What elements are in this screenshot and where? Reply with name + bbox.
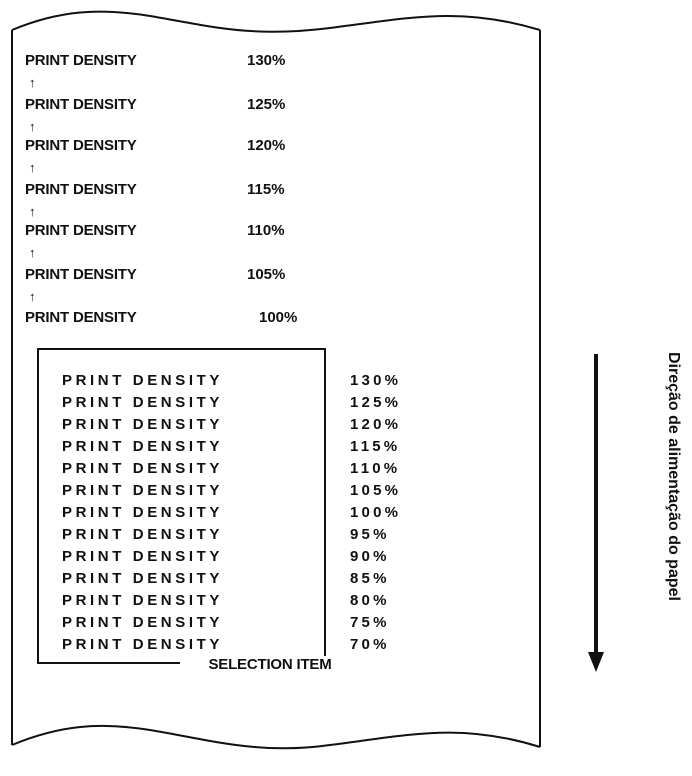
density-label: PRINT DENSITY — [25, 96, 137, 113]
density-value: 100% — [350, 504, 402, 521]
feed-direction-label: Direção de alimentação do papel — [665, 352, 682, 601]
up-arrow-icon: ↑ — [29, 160, 36, 175]
density-label: PRINT DENSITY — [62, 614, 223, 631]
density-value: 100% — [259, 309, 298, 326]
density-value: 115% — [247, 181, 285, 198]
density-value: 120% — [247, 137, 286, 154]
up-arrow-icon: ↑ — [29, 289, 36, 304]
density-label: PRINT DENSITY — [62, 504, 223, 521]
density-label: PRINT DENSITY — [62, 548, 223, 565]
density-value: 105% — [247, 266, 286, 283]
density-value: 105% — [350, 482, 402, 499]
up-arrow-icon: ↑ — [29, 75, 36, 90]
down-arrow-icon — [588, 652, 604, 672]
density-value: 120% — [350, 416, 402, 433]
density-label: PRINT DENSITY — [62, 460, 223, 477]
up-arrow-icon: ↑ — [29, 245, 36, 260]
density-label: PRINT DENSITY — [25, 266, 137, 283]
density-label: PRINT DENSITY — [62, 636, 223, 653]
density-label: PRINT DENSITY — [62, 438, 223, 455]
density-value: 75% — [350, 614, 390, 631]
density-label: PRINT DENSITY — [62, 394, 223, 411]
density-value: 125% — [247, 96, 286, 113]
density-label: PRINT DENSITY — [25, 181, 137, 198]
density-label: PRINT DENSITY — [25, 137, 137, 154]
density-label: PRINT DENSITY — [62, 526, 223, 543]
density-value: 125% — [350, 394, 402, 411]
density-label: PRINT DENSITY — [62, 570, 223, 587]
density-value: 70% — [350, 636, 390, 653]
density-label: PRINT DENSITY — [25, 52, 137, 69]
up-arrow-icon: ↑ — [29, 204, 36, 219]
density-label: PRINT DENSITY — [25, 309, 137, 326]
selection-item-caption: SELECTION ITEM — [180, 656, 360, 673]
feed-arrow-shaft — [594, 354, 598, 654]
density-value: 85% — [350, 570, 390, 587]
density-label: PRINT DENSITY — [62, 372, 223, 389]
density-label: PRINT DENSITY — [62, 592, 223, 609]
density-value: 130% — [247, 52, 286, 69]
density-value: 110% — [247, 222, 285, 239]
density-value: 90% — [350, 548, 390, 565]
density-value: 115% — [350, 438, 401, 455]
density-label: PRINT DENSITY — [62, 482, 223, 499]
density-label: PRINT DENSITY — [25, 222, 137, 239]
density-value: 80% — [350, 592, 390, 609]
up-arrow-icon: ↑ — [29, 119, 36, 134]
density-value: 110% — [350, 460, 401, 477]
density-label: PRINT DENSITY — [62, 416, 223, 433]
density-value: 95% — [350, 526, 390, 543]
density-value: 130% — [350, 372, 402, 389]
